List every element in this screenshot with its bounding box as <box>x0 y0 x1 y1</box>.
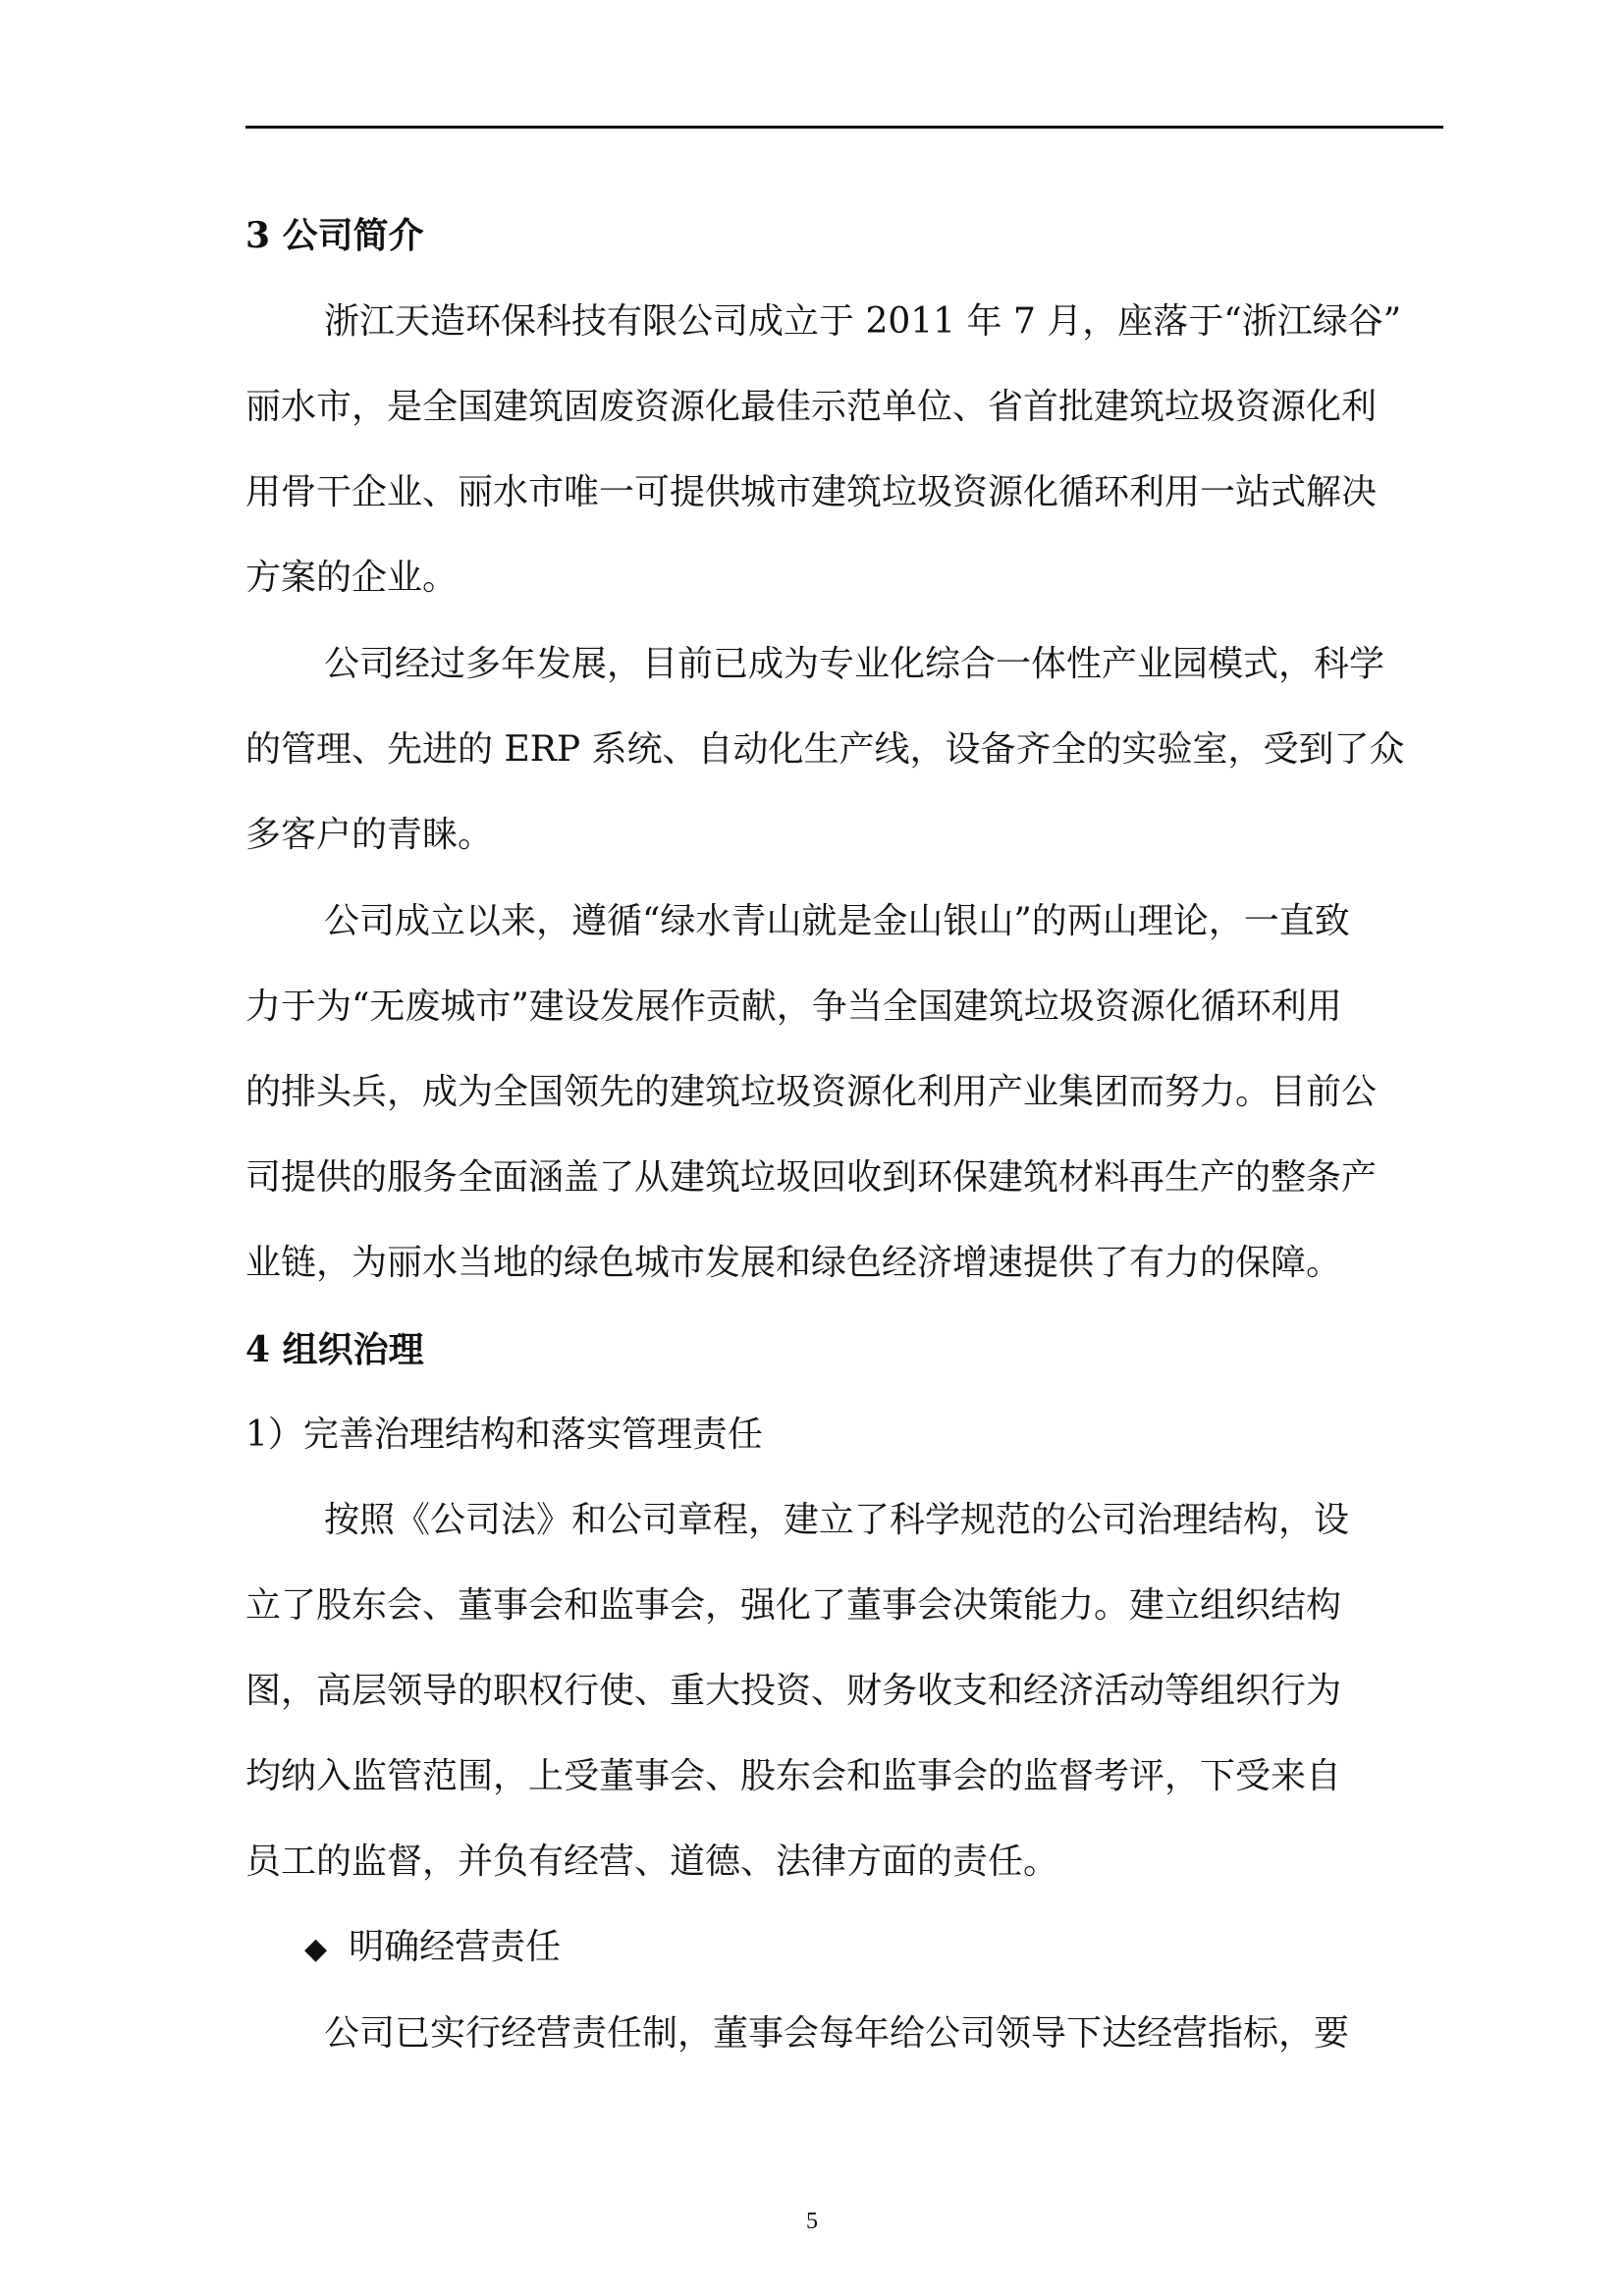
diamond-bullet-icon: ◆ <box>304 1932 328 1966</box>
bullet-item <box>304 1923 561 1974</box>
paragraph-line: 的排头兵，成为全国领先的建筑垃圾资源化利用产业集团而努力。目前公 <box>245 1072 1378 1112</box>
paragraph-line: 按照《公司法》和公司章程，建立了科学规范的公司治理结构，设 <box>324 1500 1350 1540</box>
section-heading-governance: 4 组织治理 <box>245 1329 424 1370</box>
paragraph-line: 力于为“无废城市”建设发展作贡献，争当全国建筑垃圾资源化循环利用 <box>245 987 1342 1027</box>
paragraph-line: 多客户的青睐。 <box>245 815 494 855</box>
paragraph-line: 业链，为丽水当地的绿色城市发展和绿色经济增速提供了有力的保障。 <box>245 1243 1342 1283</box>
paragraph-line: 用骨干企业、丽水市唯一可提供城市建筑垃圾资源化循环利用一站式解决 <box>245 472 1378 512</box>
paragraph-line: 浙江天造环保科技有限公司成立于 2011 年 7 月，座落于“浙江绿谷” <box>324 301 1402 342</box>
bullet-text: 明确经营责任 <box>349 1927 562 1967</box>
paragraph-line: 公司已实行经营责任制，董事会每年给公司领导下达经营指标，要 <box>324 2013 1350 2054</box>
paragraph-line: 的管理、先进的 ERP 系统、自动化生产线，设备齐全的实验室，受到了众 <box>245 729 1405 770</box>
section-heading-company-profile: 3 公司简介 <box>245 215 424 256</box>
paragraph-line: 员工的监督，并负有经营、道德、法律方面的责任。 <box>245 1842 1059 1882</box>
paragraph-line: 丽水市，是全国建筑固废资源化最佳示范单位、省首批建筑垃圾资源化利 <box>245 387 1378 427</box>
paragraph-line: 司提供的服务全面涵盖了从建筑垃圾回收到环保建筑材料再生产的整条产 <box>245 1157 1378 1198</box>
paragraph-line: 方案的企业。 <box>245 558 459 598</box>
paragraph-line: 公司经过多年发展，目前已成为专业化综合一体性产业园模式，科学 <box>324 644 1385 684</box>
paragraph-line: 立了股东会、董事会和监事会，强化了董事会决策能力。建立组织结构 <box>245 1585 1342 1626</box>
header-rule <box>245 126 1443 129</box>
page-number: 5 <box>806 2209 818 2234</box>
paragraph-line: 均纳入监管范围，上受董事会、股东会和监事会的监督考评，下受来自 <box>245 1756 1342 1796</box>
subheading: 1）完善治理结构和落实管理责任 <box>245 1415 763 1455</box>
paragraph-line: 图，高层领导的职权行使、重大投资、财务收支和经济活动等组织行为 <box>245 1671 1342 1711</box>
paragraph-line: 公司成立以来，遵循“绿水青山就是金山银山”的两山理论，一直致 <box>324 901 1350 941</box>
